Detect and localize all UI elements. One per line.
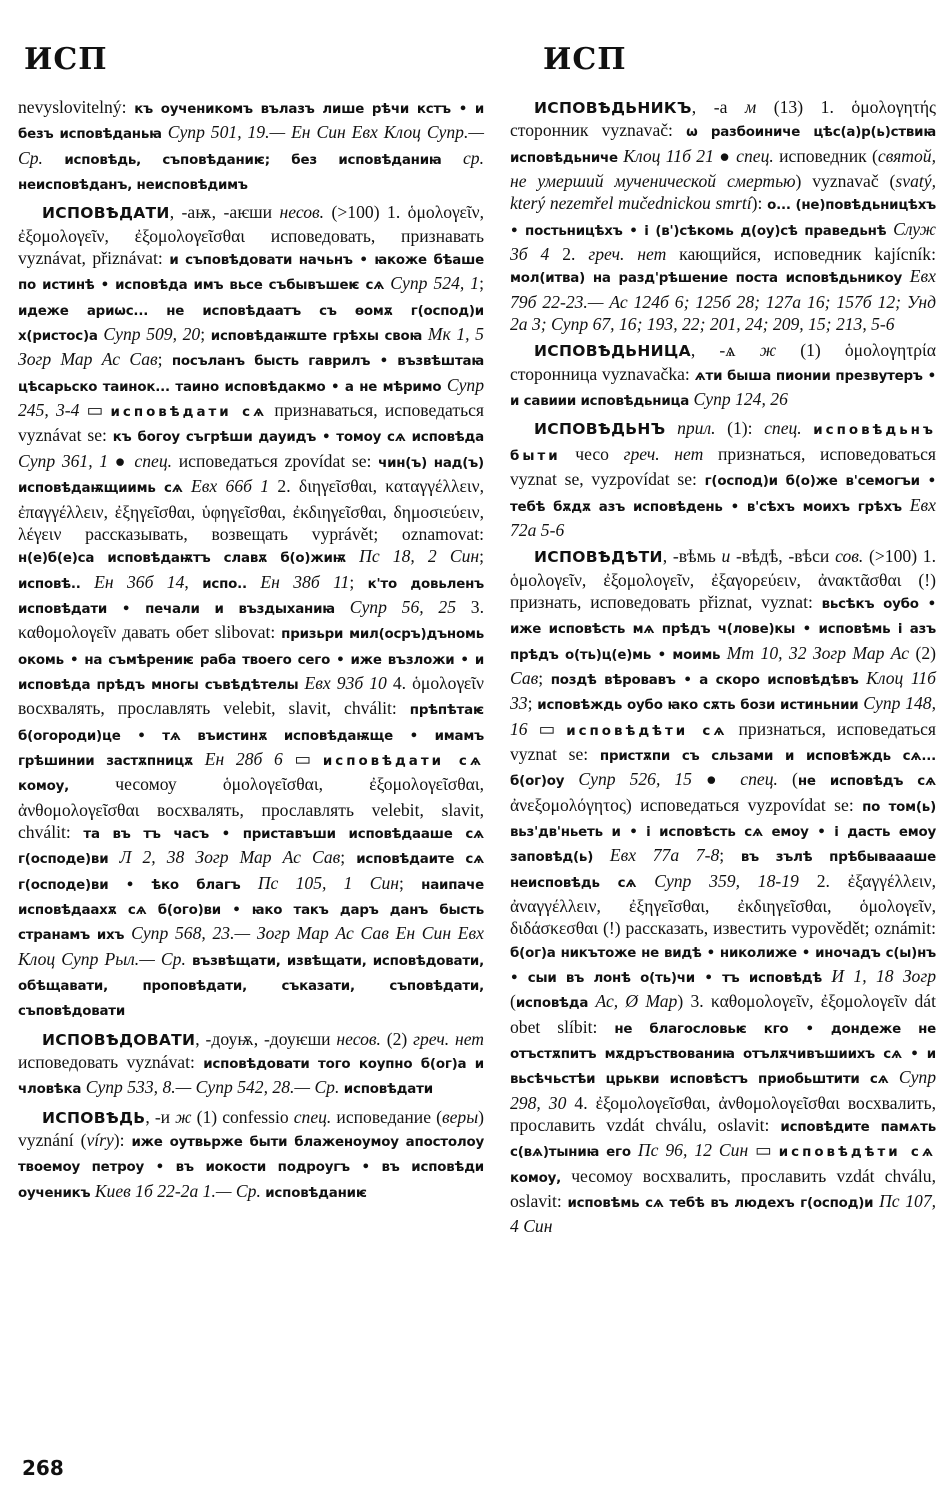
slavonic-citation: вьсѣкъ оубо • иже исповѣсть мѧ прѣдъ ч(лове)кы • исповѣмь і азъ прѣдъ о(ть)ц(е)мь • моимь [510, 596, 936, 663]
gloss-text: ) vyznání ( [18, 1106, 484, 1151]
gloss-text: 3. καθομολογεῖν давать обет slibovat: [18, 596, 484, 643]
gloss-text: ): [751, 193, 768, 214]
italic-text: svatý, který nezemřel mučednickou smrtí [510, 171, 936, 214]
slavonic-citation: исповѣда [515, 996, 589, 1012]
gloss-text: ; [200, 324, 211, 345]
slavonic-citation: прѣпѣтаѥ б(огороди)це • тѧ въистинѫ исповѣдаѭще • имамъ грѣшинии застѫпницѫ [18, 703, 484, 769]
gloss-text: ( [777, 769, 798, 790]
italic-text: ср. [462, 147, 484, 168]
gloss-text [666, 418, 678, 438]
gloss-text: nevyslovitelný: [18, 97, 135, 117]
italic-text: Супр 359, 18-19 [654, 870, 799, 891]
gloss-text: 4. ὁμολογεῖν восхвалять, прославлять velebit, slavit, chválit: [18, 672, 484, 719]
slavonic-citation: о... (не)повѣдьницѣхъ • постьницѣхъ • і (в')сѣкомь д(оу)сѣ праведьнѣ [510, 198, 937, 239]
slavonic-citation: исповѣдите памѧть с(вѧ)тыниꙗ его [510, 1120, 936, 1161]
slavonic-citation: к'то довьленъ исповѣдати • печали и въздыханиꙗ [18, 576, 484, 617]
italic-text: Евх 72а 5-6 [510, 494, 936, 540]
slavonic-citation: исповѣждь оубо ꙗко сѫть бози истиньнии [537, 698, 864, 714]
italic-text: Супр 533, 8.— Супр 542, 28.— Ср. [85, 1077, 340, 1098]
gloss-text: , -и [145, 1106, 176, 1127]
italic-text: несов. [336, 1028, 381, 1049]
gloss-text: (1): [715, 418, 765, 439]
gloss-text: ) vyznavač ( [795, 171, 896, 192]
gloss-text: ; [479, 546, 484, 567]
italic-text: греч. нет [413, 1028, 485, 1049]
gloss-text: ; [719, 845, 741, 866]
gloss-text: чесомоу восхвалить, прославить vzdát chválu, oslavit: [510, 1165, 936, 1212]
gloss-text: ▭ [282, 748, 323, 769]
italic-text: м [744, 97, 757, 117]
gloss-text: 4. ἐξομολογεῖσθαι, ἀνθομολογεῖσθαι восхвалить, прославить vzdát chválu, oslavit: [510, 1092, 936, 1136]
italic-text: Сав [510, 667, 539, 688]
gloss-text: ● [108, 450, 135, 471]
running-head-left: ИСП [24, 42, 108, 77]
italic-text: греч. нет [588, 244, 667, 265]
slavonic-citation: посъланъ бысть гаврилъ • възвѣштаꙗ цѣсарьско таинок... таино исповѣдакмо • а не мѣримо [18, 354, 484, 395]
gloss-text: чесо [560, 443, 624, 464]
gloss-text [802, 418, 814, 438]
gloss-text: ): [113, 1130, 132, 1151]
gloss-text: исповедовать vyznávat: [18, 1052, 204, 1073]
italic-text: Л 2, 38 Зогр Мар Ас Сав [119, 847, 341, 868]
headword: ИСПОВѢДЬНЪ [534, 420, 666, 439]
gloss-text: (13) 1. ὁμολογητής сторонник vyznavač: [510, 97, 936, 141]
gloss-text: ▭ [748, 1140, 779, 1161]
italic-text: Супр 245, 3-4 [18, 374, 484, 421]
slavonic-citation: наипаче исповѣдаахѫ сѧ б(ого)ви • ꙗко такъ даръ данъ бысть странамъ ихъ [18, 877, 484, 944]
gloss-text: , -доуѭ, -доуѥши [195, 1028, 337, 1049]
slavonic-citation: пристѫпи съ сльзами и исповѣждь сѧ... б(ог)оу [510, 748, 936, 790]
gloss-text: , -аѭ, -аѥши [169, 202, 280, 223]
gloss-text: ; [157, 349, 172, 370]
italic-text: Супр 298, 30 [510, 1067, 936, 1113]
gloss-text: ; [399, 872, 422, 893]
italic-text: греч. нет [623, 443, 704, 464]
gloss-text: признаться, исповедоваться vyznat se, vyzpovídat se: [510, 443, 936, 490]
italic-text: спец. [764, 418, 802, 439]
slavonic-citation: исповѣдовати того коупно б(ог)а и чловѣка [18, 1057, 484, 1098]
slavonic-citation: та въ тъ часъ • приставъши исповѣдааше сѧ г(осподе)ви [18, 826, 484, 868]
spaced-phrase: исповѣдати сѧ [322, 753, 485, 769]
slavonic-citation: по том(ь) вьз'дв'ньеть и • і исповѣсть сѧ емоу • і дасть емоу заповѣд(ь) [510, 799, 936, 866]
gloss-text: признаться, исповедаться vyznat se: [510, 718, 937, 764]
gloss-text: ; [538, 667, 551, 688]
gloss-text: , [184, 571, 203, 592]
gloss-text: (1) confessio [191, 1106, 294, 1127]
slavonic-citation: б(ог)а никътоже не видѣ • николиже • иночадъ с(ы)нъ • сыи въ лонѣ о(ть)чи • тъ исповѣдѣ [510, 945, 936, 987]
slavonic-citation: исповѣ.. [18, 576, 95, 592]
italic-text: Клоц 11б 21 [623, 145, 714, 166]
slavonic-citation: и съповѣдовати начьнъ • ꙗкоже бѣаше по истинѣ • исповѣда имъ вьсе събывъшеѥ сѧ [18, 253, 484, 294]
gloss-text: 2. διηγεῖσθαι, καταγγέλλειν, ἐπαγγέλλειν, ἐξηγεῖσθαι, ὑφηγεῖσθαι, ἐκδιηγεῖσθαι, δημοσιεύειν, λέγειν рассказывать, возвещать vyprávět; oznamovat: [18, 476, 484, 544]
slavonic-citation: неисповѣданъ, неисповѣдимъ [18, 178, 248, 194]
slavonic-citation: не исповѣдъ сѧ [797, 774, 936, 790]
dictionary-entry [18, 1028, 484, 1102]
spaced-phrase: исповѣдѣти сѧ [566, 723, 728, 739]
gloss-text: ▭ [79, 400, 111, 421]
headword: ИСПОВѢДЬНИЦА [534, 342, 691, 361]
gloss-text: чесомоу ὁμολογεῖσθαι, ἐξομολογεῖσθαι, ἀνθομολογεῖσθαι восхвалять, прославлять velebit, slavit, chválit: [18, 774, 484, 842]
italic-text: Супр 526, 15 [578, 769, 692, 790]
headword: ИСПОВѢДЬ [42, 1108, 146, 1127]
slavonic-citation: н(е)б(е)са исповѣдаѭтъ славѫ б(о)жиѭ [18, 551, 360, 567]
italic-text: Евх 77а 7-8 [609, 845, 720, 866]
slavonic-citation: исповѣмь сѧ тебѣ въ людехъ г(оспод)и [567, 1196, 880, 1212]
italic-text: Мт 10, 32 Зогр Мар Ас [726, 642, 910, 663]
gloss-text: , -вѣмь [662, 546, 722, 567]
gloss-text: (>100) 1. ὁμολογεῖν, ἐξομολογεῖν, ἐξαγορεύειν, ἀνακτᾶσθαι (!) признать, исповедовать přiznat, vyznat: [510, 546, 936, 612]
italic-text: ж [759, 340, 777, 361]
gloss-text: (2) [909, 642, 936, 663]
slavonic-citation: ѡ разбоиниче цѣс(а)р(ь)ствиꙗ исповѣдьниче [510, 125, 936, 166]
slavonic-citation: чин(ъ) над(ъ) исповѣдаѭщиимь сѧ [18, 455, 484, 497]
dictionary-entry [510, 417, 936, 541]
gloss-text: , -ѧ [690, 340, 760, 361]
headword: ИСПОВѢДЬНИКЪ [534, 99, 692, 117]
dictionary-entry [510, 339, 936, 413]
italic-text: Супр 568, 23.— Зогр Мар Ас Сав Ен Син Евх Клоц Супр Рыл.— Ср. [18, 923, 484, 969]
italic-text: Ен 38б 11 [260, 571, 350, 592]
italic-text: Ен 36б 14 [94, 571, 185, 592]
italic-text: Евх 66б 1 [191, 476, 270, 497]
italic-text: спец. [740, 769, 778, 790]
slavonic-citation: ѧти быша пионии презвутеръ • и савиии исповѣдьница [510, 368, 936, 410]
italic-text: Супр 124, 26 [693, 389, 788, 410]
slavonic-citation: къ оученикомъ вълазъ лише рѣчи кстъ • и безъ исповѣданьꙗ [18, 102, 485, 143]
italic-text: спец. [736, 145, 774, 166]
slavonic-citation: исповѣдаите сѧ г(осподе)ви • ѣко благъ [18, 852, 485, 893]
gloss-text: (1) ὁμολογητρία сторонница vyznavačka: [510, 340, 936, 384]
italic-text: Евх 93б 10 [304, 672, 387, 693]
running-head-right: ИСП [543, 42, 627, 77]
slavonic-citation: възвѣщати, извѣщати, исповѣдовати, обѣщавати, проповѣдати, съказати, съповѣдати, съповѣдовати [18, 953, 484, 1020]
slavonic-citation: исповѣдаѭште грѣхы своꙗ [210, 329, 428, 345]
slavonic-citation: г(оспод)и б(о)же в'семогъи • тебѣ бѫдѫ азъ исповѣдень • в'сѣхъ моихъ грѣхъ [510, 474, 937, 515]
slavonic-citation: исповѣдь, съповѣданиѥ; без исповѣданиꙗ [42, 152, 463, 168]
italic-text: святой, не умерший мученической смертью [510, 145, 936, 192]
gloss-text: ) 3. καθομολογεῖν, ἐξομολογεῖν dát obet slíbit: [510, 991, 936, 1037]
gloss-text: ἀνεξομολόγητος) исповедаться vyzpovídat se: [510, 794, 863, 815]
spaced-phrase: исповѣдѣти сѧ [778, 1145, 936, 1161]
italic-text: несов. [279, 202, 325, 223]
italic-text: Пс 107, 4 Син [510, 1191, 937, 1237]
gloss-text: ; [479, 273, 484, 294]
slavonic-citation: мол(итва) на разд'рѣшение поста исповѣдьникоу [510, 271, 910, 287]
italic-text: Пс 18, 2 Син [359, 546, 480, 567]
gloss-text: ; [527, 693, 538, 714]
italic-text: víry [86, 1130, 114, 1151]
slavonic-citation: иже оутвьрже быти блаженоумоу апостолоу твоемоу петроу • въ иокости подроугъ • въ исповѣди оученикъ [18, 1135, 485, 1201]
italic-text: Клоц 11б 33 [510, 667, 936, 714]
italic-text: Супр 56, 25 [349, 596, 457, 617]
spaced-phrase: исповѣдьнъ быти [510, 423, 936, 464]
slavonic-citation: идеже ариѡс... не исповѣдаатъ съ ѳомѫ г(оспод)и х(ристос)а [18, 303, 484, 345]
italic-text: Служ 3б 4 [510, 218, 936, 265]
gloss-text: ( [510, 991, 516, 1012]
italic-text: Евх 79б 22-23.— Ас 124б 6; 125б 28; 127а 16; 157б 12; Унд 2а 3; Супр 67, 16; 193, 22; 201, 24; 209, 15; 213, 5-6 [510, 266, 936, 335]
slavonic-citation: исповѣдати [343, 1082, 433, 1098]
italic-text: Мк 1, 5 Зогр Мар Ас Сав [18, 324, 484, 370]
gloss-text: ; [340, 847, 357, 868]
slavonic-citation: комоу, [510, 1170, 562, 1186]
italic-text: Супр 509, 20 [103, 324, 201, 345]
gloss-text: ▭ [527, 718, 567, 739]
gloss-text: (>100) 1. ὁμολογεῖν, ἐξομολογεῖν, ἐξομολογεῖσθαι исповедовать, признавать vyznávat, přiznávat: [18, 202, 484, 269]
italic-text: спец. [134, 450, 173, 471]
gloss-text: кающийся, исповедник kajícník: [666, 244, 936, 265]
gloss-text: , -а [691, 97, 745, 117]
page-number: 268 [22, 1456, 64, 1480]
dictionary-entry [510, 96, 936, 335]
gloss-text: -вѣдѣ, -вѣси [730, 546, 836, 567]
left-column [18, 96, 484, 1209]
gloss-text: (2) [380, 1028, 414, 1049]
headword: ИСПОВѢДѢТИ [534, 548, 663, 567]
gloss-text: ; [349, 571, 368, 592]
italic-text: И 1, 18 Зогр [831, 966, 937, 987]
slavonic-citation: исповѣданиѥ [265, 1185, 367, 1201]
right-column [510, 96, 936, 1242]
slavonic-citation: къ богоу съгрѣши дауидъ • томоу сѧ исповѣда [112, 430, 484, 446]
italic-text: веры [441, 1106, 479, 1127]
slavonic-citation: поздѣ вѣровавъ • а скоро исповѣдѣвъ [550, 672, 867, 688]
italic-text: Пс 105, 1 Син [257, 872, 399, 893]
dictionary-entry [18, 96, 484, 197]
italic-text: ж [175, 1106, 192, 1127]
slavonic-citation: призьри мил(осръ)дъномь окомь • на съмѣрениѥ раба твоего сего • иже възложи • и исповѣда прѣдъ многы съвѣдѣтелы [18, 627, 484, 693]
spaced-phrase: исповѣдати сѧ [110, 405, 268, 421]
italic-text: спец. [293, 1106, 332, 1127]
italic-text: Киев 1б 22-2а 1.— Ср. [94, 1180, 261, 1201]
italic-text: сов. [835, 546, 864, 567]
gloss-text: признаваться, исповедаться vyznávat se: [18, 400, 484, 446]
gloss-text: 2. ἐξαγγέλλειν, ἀναγγέλλειν, ἐξηγεῖσθαι, ἐκδιηγεῖσθαι, ὁμολογεῖν, διδάσκεσθαι (!) рассказать, известить vypovědět; oznámit: [510, 870, 936, 939]
italic-text: Ас, Ø Мар [595, 991, 678, 1012]
gloss-text: исповедник ( [773, 145, 878, 166]
italic-text: Супр 148, 16 [510, 693, 936, 739]
headword: ИСПОВѢДАТИ [42, 204, 170, 223]
headword: ИСПОВѢДОВАТИ [42, 1030, 196, 1049]
dictionary-entry [18, 201, 484, 1023]
gloss-text: 2. [549, 244, 589, 265]
dictionary-entry [18, 1106, 484, 1205]
italic-text: Супр 361, 1 [18, 450, 109, 471]
italic-text: и [721, 546, 731, 567]
italic-text: Пс 96, 12 Син [637, 1140, 749, 1161]
gloss-text: ● [713, 145, 737, 166]
italic-text: Супр 524, 1 [390, 273, 480, 294]
italic-text: Ен 28б 6 [204, 748, 283, 769]
gloss-text: исповедание ( [331, 1106, 442, 1127]
slavonic-citation: не благословьѥ кго • дондеже не отъстѫпитъ мѫдръствованиꙗ отълѫчивъшиихъ сѧ • и вьсѣчьстѣи црькви исповѣстъ приобьштити сѧ [510, 1021, 936, 1088]
gloss-text: исповедаться zpovídat se: [172, 450, 379, 471]
slavonic-citation: комоу, [18, 779, 70, 795]
italic-text: Супр 501, 19.— Ен Син Евх Клоц Супр.— Ср. [18, 122, 485, 168]
slavonic-citation: испо.. [202, 576, 261, 592]
slavonic-citation: въ зълѣ прѣбываааше неисповѣдь сѧ [510, 850, 936, 891]
italic-text: прил. [677, 418, 716, 439]
gloss-text: ● [691, 769, 741, 790]
dictionary-entry [510, 545, 936, 1238]
